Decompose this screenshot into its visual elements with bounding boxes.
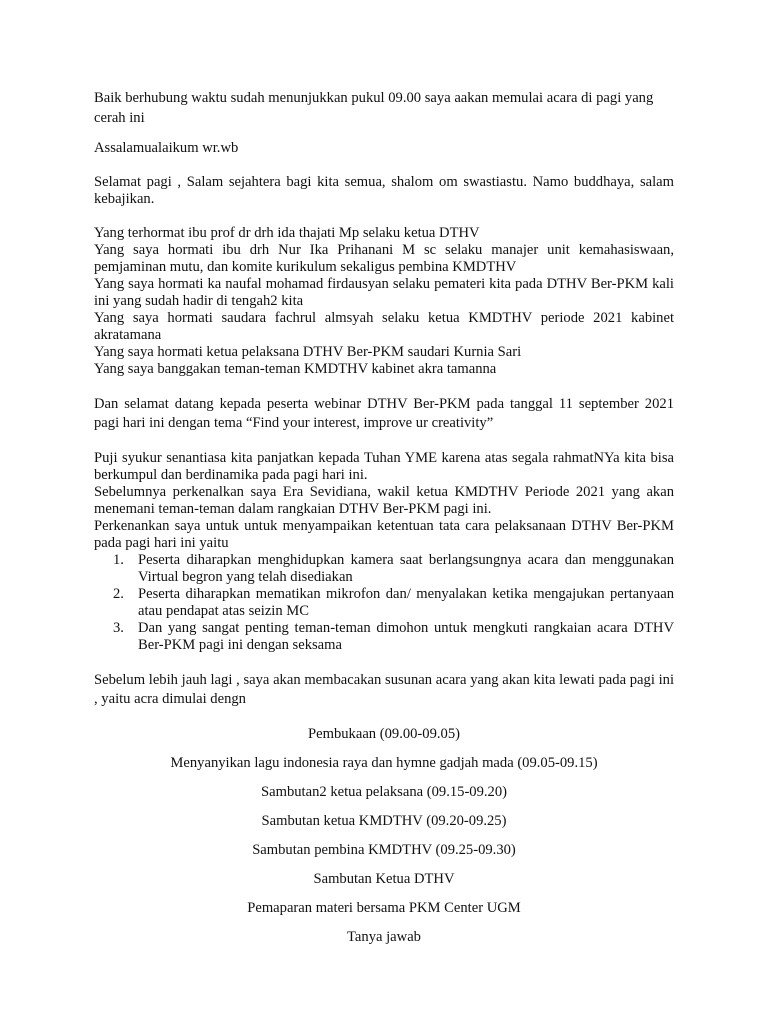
gratitude-paragraph: Puji syukur senantiasa kita panjatkan kepada Tuhan YME karena atas segala rahmatNYa kita bisa berkumpul dan berdinamika pada pagi hari ini. — [94, 450, 674, 483]
schedule-item: Pemaparan materi bersama PKM Center UGM — [247, 900, 521, 916]
schedule-item: Sambutan2 ketua pelaksana (09.15-09.20) — [261, 784, 507, 800]
schedule-item: Sambutan ketua KMDTHV (09.20-09.25) — [261, 813, 507, 829]
honorific-line: Yang terhormat ibu prof dr drh ida thajati Mp selaku ketua DTHV — [94, 225, 480, 241]
document-body — [94, 88, 674, 946]
greeting-all: Selamat pagi , Salam sejahtera bagi kita semua, shalom om swastiastu. Namo buddhaya, salam kebajikan. — [94, 174, 674, 207]
intro-paragraph: Baik berhubung waktu sudah menunjukkan pukul 09.00 saya aakan memulai acara di pagi yang cerah ini — [94, 90, 654, 126]
schedule-item: Menyanyikan lagu indonesia raya dan hymne gadjah mada (09.05-09.15) — [170, 755, 598, 771]
list-item — [113, 586, 674, 620]
list-number: 2. — [113, 586, 124, 602]
list-item-text: Peserta diharapkan menghidupkan kamera saat berlangsungnya acara dan menggunakan Virtual begron yang telah disediakan — [138, 552, 674, 585]
honorific-line: Yang saya hormati ketua pelaksana DTHV Ber-PKM saudari Kurnia Sari — [94, 344, 522, 360]
list-item — [113, 620, 674, 654]
schedule-item: Sambutan Ketua DTHV — [313, 871, 455, 887]
agenda-intro-paragraph: Sebelum lebih jauh lagi , saya akan membacakan susunan acara yang akan kita lewati pada pagi ini , yaitu acra dimulai dengn — [94, 672, 674, 707]
rules-list — [94, 552, 674, 654]
honorific-line: Yang saya banggakan teman-teman KMDTHV kabinet akra tamanna — [94, 361, 497, 377]
list-item-text: Peserta diharapkan mematikan mikrofon dan/ menyalakan ketika mengajukan pertanyaan atau pendapat atas seizin MC — [138, 586, 674, 619]
greeting-islam: Assalamualaikum wr.wb — [94, 140, 239, 156]
list-item-text: Dan yang sangat penting teman-teman dimohon untuk mengkuti rangkaian acara DTHV Ber-PKM pagi ini dengan seksama — [138, 620, 674, 653]
list-number: 3. — [113, 620, 124, 636]
honorifics-list — [94, 225, 674, 378]
schedule-item: Pembukaan (09.00-09.05) — [308, 726, 460, 742]
introduction-paragraph: Sebelumnya perkenalkan saya Era Sevidiana, wakil ketua KMDTHV Periode 2021 yang akan menemani teman-teman dalam rangkaian DTHV Ber-PKM pagi ini. — [94, 484, 674, 517]
schedule-item: Sambutan pembina KMDTHV (09.25-09.30) — [252, 842, 516, 858]
honorific-line: Yang saya hormati ibu drh Nur Ika Prihanani M sc selaku manajer unit kemahasiswaan, pemjaminan mutu, dan komite kurikulum sekaligus pembina KMDTHV — [94, 242, 674, 275]
honorific-line: Yang saya hormati ka naufal mohamad firdausyan selaku pemateri kita pada DTHV Ber-PKM kali ini yang sudah hadir di tengah2 kita — [94, 276, 674, 309]
list-item — [113, 552, 674, 586]
schedule-item: Tanya jawab — [347, 929, 421, 945]
rules-intro-paragraph: Perkenankan saya untuk untuk menyampaikan ketentuan tata cara pelaksanaan DTHV Ber-PKM pada pagi hari ini yaitu — [94, 518, 674, 551]
schedule-list — [94, 726, 674, 946]
list-number: 1. — [113, 552, 124, 568]
honorific-line: Yang saya hormati saudara fachrul almsyah selaku ketua KMDTHV periode 2021 kabinet akratamana — [94, 310, 674, 343]
welcome-paragraph: Dan selamat datang kepada peserta webinar DTHV Ber-PKM pada tanggal 11 september 2021 pagi hari ini dengan tema “Find your interest, improve ur creativity” — [94, 396, 674, 431]
